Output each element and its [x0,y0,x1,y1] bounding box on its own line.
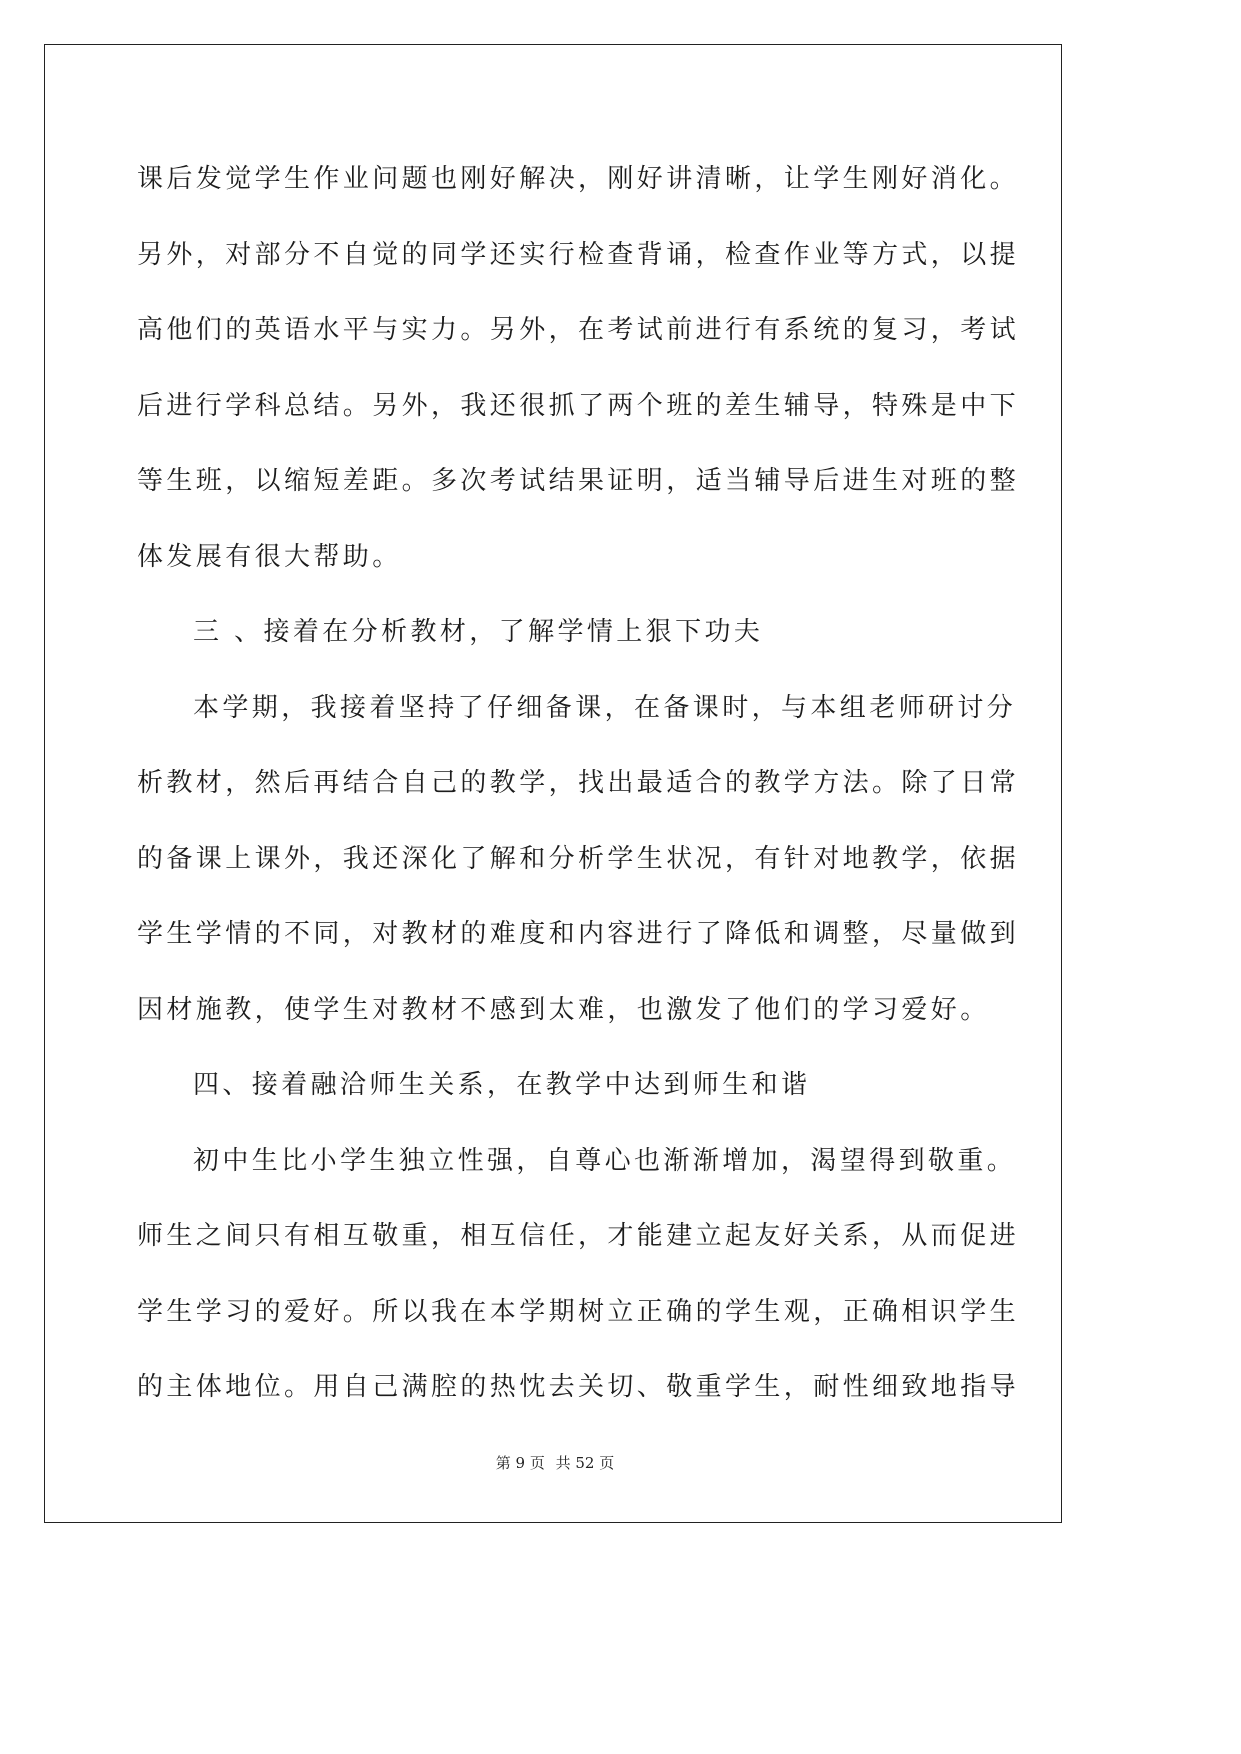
text-line: 体发展有很大帮助。 [137,541,402,572]
page-number: 第 9 页 [495,1454,545,1472]
text-line: 的备课上课外，我还深化了解和分析学生状况，有针对地教学，依据 [137,843,1020,874]
text-line: 因材施教，使学生对教材不感到太难，也激发了他们的学习爱好。 [137,994,990,1025]
text-line: 高他们的英语水平与实力。另外，在考试前进行有系统的复习，考试 [137,315,1020,345]
text-line: 的主体地位。用自己满腔的热忱去关切、敬重学生，耐性细致地指导 [137,1372,1020,1402]
section-heading: 三 、接着在分析教材，了解学情上狠下功夫 [193,617,764,647]
text-line: 课后发觉学生作业问题也刚好解决，刚好讲清晰，让学生刚好消化。 [137,164,1020,194]
text-line: 等生班，以缩短差距。多次考试结果证明，适当辅导后进生对班的整 [137,466,1020,496]
page-total: 共 52 页 [555,1454,615,1472]
text-line: 学生学情的不同，对教材的难度和内容进行了降低和调整，尽量做到 [137,919,1020,949]
text-line: 后进行学科总结。另外，我还很抓了两个班的差生辅导，特殊是中下 [137,390,1020,421]
text-line: 本学期，我接着坚持了仔细备课，在备课时，与本组老师研讨分 [193,692,1017,723]
text-line: 初中生比小学生独立性强，自尊心也渐渐增加，渴望得到敬重。 [193,1145,1017,1176]
text-line: 师生之间只有相互敬重，相互信任，才能建立起友好关系，从而促进 [137,1221,1020,1251]
section-heading: 四、接着融洽师生关系，在教学中达到师生和谐 [193,1070,811,1100]
page-footer [0,1452,1110,1473]
text-line: 学生学习的爱好。所以我在本学期树立正确的学生观，正确相识学生 [137,1296,1020,1327]
text-line: 另外，对部分不自觉的同学还实行检查背诵，检查作业等方式，以提 [137,239,1020,270]
document-body [137,142,1020,1426]
text-line: 析教材，然后再结合自己的教学，找出最适合的教学方法。除了日常 [137,768,1020,798]
